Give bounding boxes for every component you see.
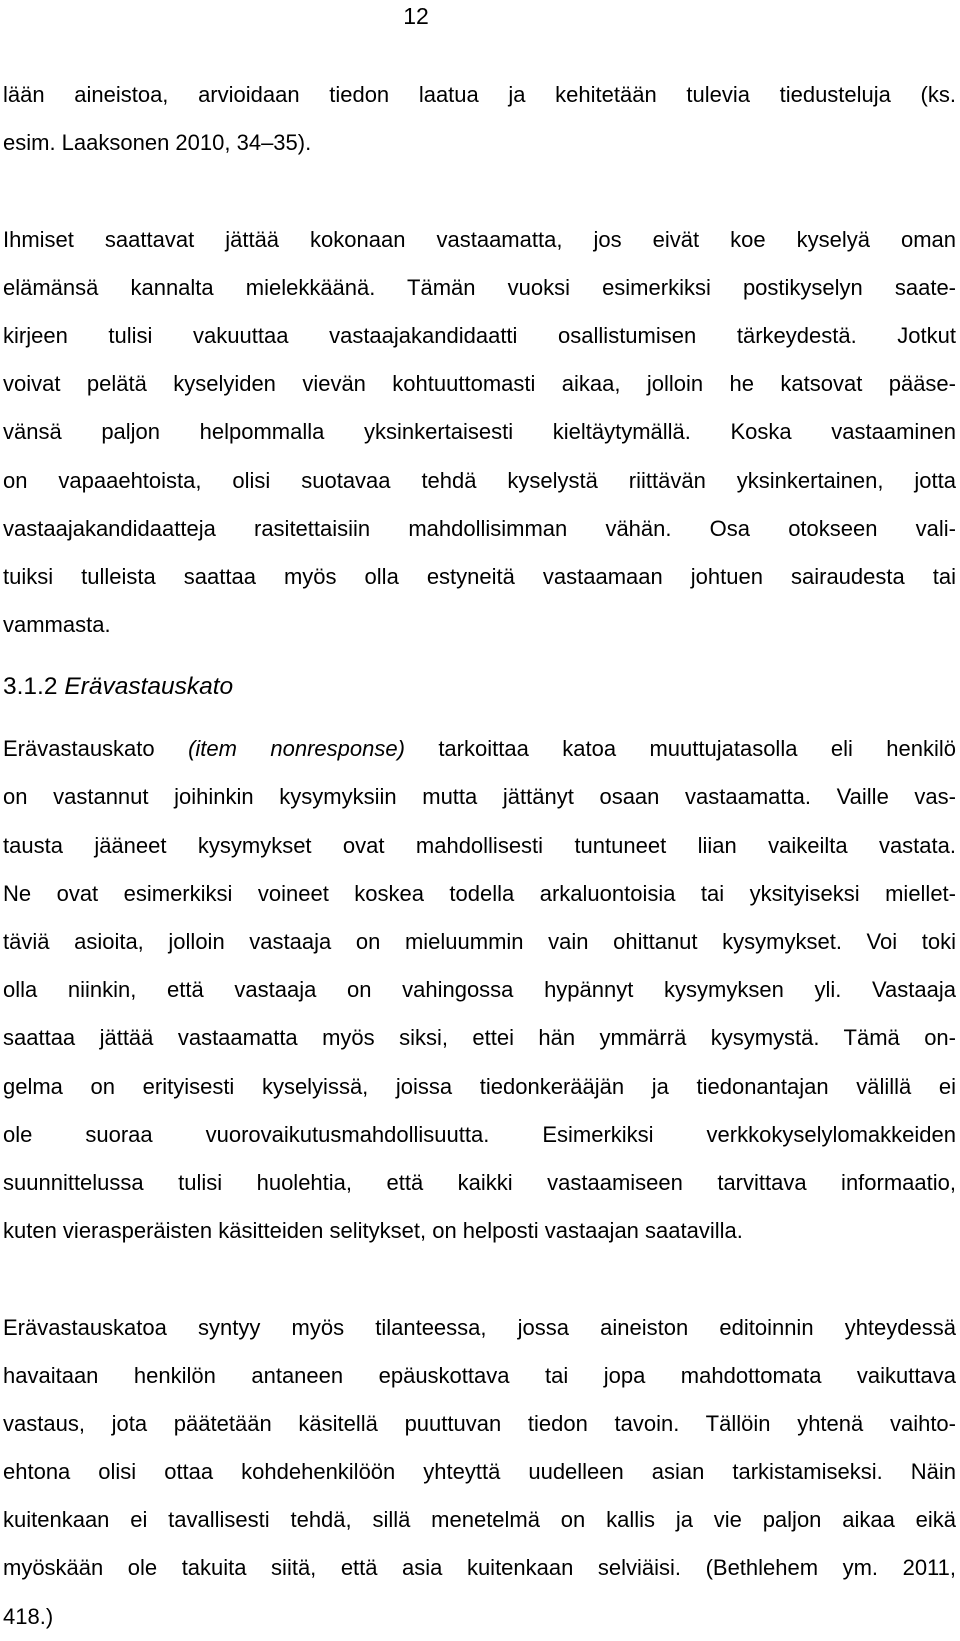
text-line: esim. Laaksonen 2010, 34–35). [3, 130, 312, 156]
text-line: vänsä paljon helpommalla yksinkertaisesti kieltäytymällä. Koska vastaaminen [3, 419, 956, 445]
text-line: gelma on erityisesti kyselyissä, joissa tiedonkerääjän ja tiedonantajan välillä ei [3, 1073, 956, 1099]
text-segment: tarkoittaa katoa muuttujatasolla eli henkilö [404, 736, 956, 762]
section-number: 3.1.2 [3, 673, 58, 701]
text-line: kuten vierasperäisten käsitteiden selitykset, on helposti vastaajan saatavilla. [3, 1218, 743, 1244]
text-line [3, 725, 956, 773]
text-line: havaitaan henkilön antaneen epäuskottava tai jopa mahdottomata vaikuttava [3, 1362, 956, 1388]
text-line: voivat pelätä kyselyiden vievän kohtuuttomasti aikaa, jolloin he katsovat pääse- [3, 371, 956, 397]
text-line: olla niinkin, että vastaaja on vahingossa hypännyt kysymyksen yli. Vastaaja [3, 977, 956, 1003]
text-line: on vapaaehtoista, olisi suotavaa tehdä kyselystä riittävän yksinkertainen, jotta [3, 467, 956, 493]
text-line: saattaa jättää vastaamatta myös siksi, ettei hän ymmärrä kysymystä. Tämä on- [3, 1025, 956, 1051]
section-title: Erävastauskato [64, 673, 234, 701]
text-line: Ihmiset saattavat jättää kokonaan vastaamatta, jos eivät koe kyselyä oman [3, 226, 956, 252]
paragraph-intro-continuation [3, 71, 956, 167]
text-line: elämänsä kannalta mielekkäänä. Tämän vuoksi esimerkiksi postikyselyn saate- [3, 274, 956, 300]
text-line: vastaus, jota päätetään käsitellä puuttuvan tiedon tavoin. Tällöin yhtenä vaihto- [3, 1410, 956, 1436]
text-line: suunnittelussa tulisi huolehtia, että kaikki vastaamiseen tarvittava informaatio, [3, 1169, 956, 1195]
text-line: on vastannut joihinkin kysymyksiin mutta jättänyt osaan vastaamatta. Vaille vas- [3, 784, 956, 810]
text-line: tuiksi tulleista saattaa myös olla estyneitä vastaamaan johtuen sairaudesta tai [3, 563, 956, 589]
text-line: Erävastauskatoa syntyy myös tilanteessa, jossa aineiston editoinnin yhteydessä [3, 1314, 956, 1340]
text-segment: Erävastauskato [3, 736, 189, 762]
paragraph-editing-nonresponse [3, 1304, 956, 1641]
text-line: vammasta. [3, 612, 111, 638]
text-line: täviä asioita, jolloin vastaaja on mieluummin vain ohittanut kysymykset. Voi toki [3, 929, 956, 954]
text-line: lään aineistoa, arvioidaan tiedon laatua ja kehitetään tulevia tiedusteluja (ks. [3, 82, 956, 107]
paragraph-nonresponse-reasons [3, 216, 956, 650]
section-heading [3, 657, 956, 717]
text-line: tausta jääneet kysymykset ovat mahdollisesti tuntuneet liian vaikeilta vastata. [3, 832, 956, 858]
text-line: ehtona olisi ottaa kohdehenkilöön yhteyttä uudelleen asian tarkistamiseksi. Näin [3, 1459, 956, 1485]
paragraph-spacer [3, 1255, 956, 1303]
text-line: ole suoraa vuorovaikutusmahdollisuutta. Esimerkiksi verkkokyselylomakkeiden [3, 1121, 956, 1147]
term-english: (item nonresponse) [188, 736, 405, 762]
paragraph-item-nonresponse [3, 725, 956, 1255]
paragraph-spacer [3, 167, 956, 215]
text-line: vastaajakandidaatteja rasitettaisiin mahdollisimman vähän. Osa otokseen vali- [3, 515, 956, 541]
text-line: 418.) [3, 1603, 54, 1629]
text-line: Ne ovat esimerkiksi voineet koskea todella arkaluontoisia tai yksityiseksi miellet- [3, 880, 956, 906]
text-line: kirjeen tulisi vakuuttaa vastaajakandidaatti osallistumisen tärkeydestä. Jotkut [3, 322, 956, 348]
page-number: 12 [403, 3, 429, 29]
document-body [3, 71, 956, 1641]
text-line: kuitenkaan ei tavallisesti tehdä, sillä menetelmä on kallis ja vie paljon aikaa eikä [3, 1507, 956, 1533]
text-line: myöskään ole takuita siitä, että asia kuitenkaan selviäisi. (Bethlehem ym. 2011, [3, 1555, 956, 1581]
